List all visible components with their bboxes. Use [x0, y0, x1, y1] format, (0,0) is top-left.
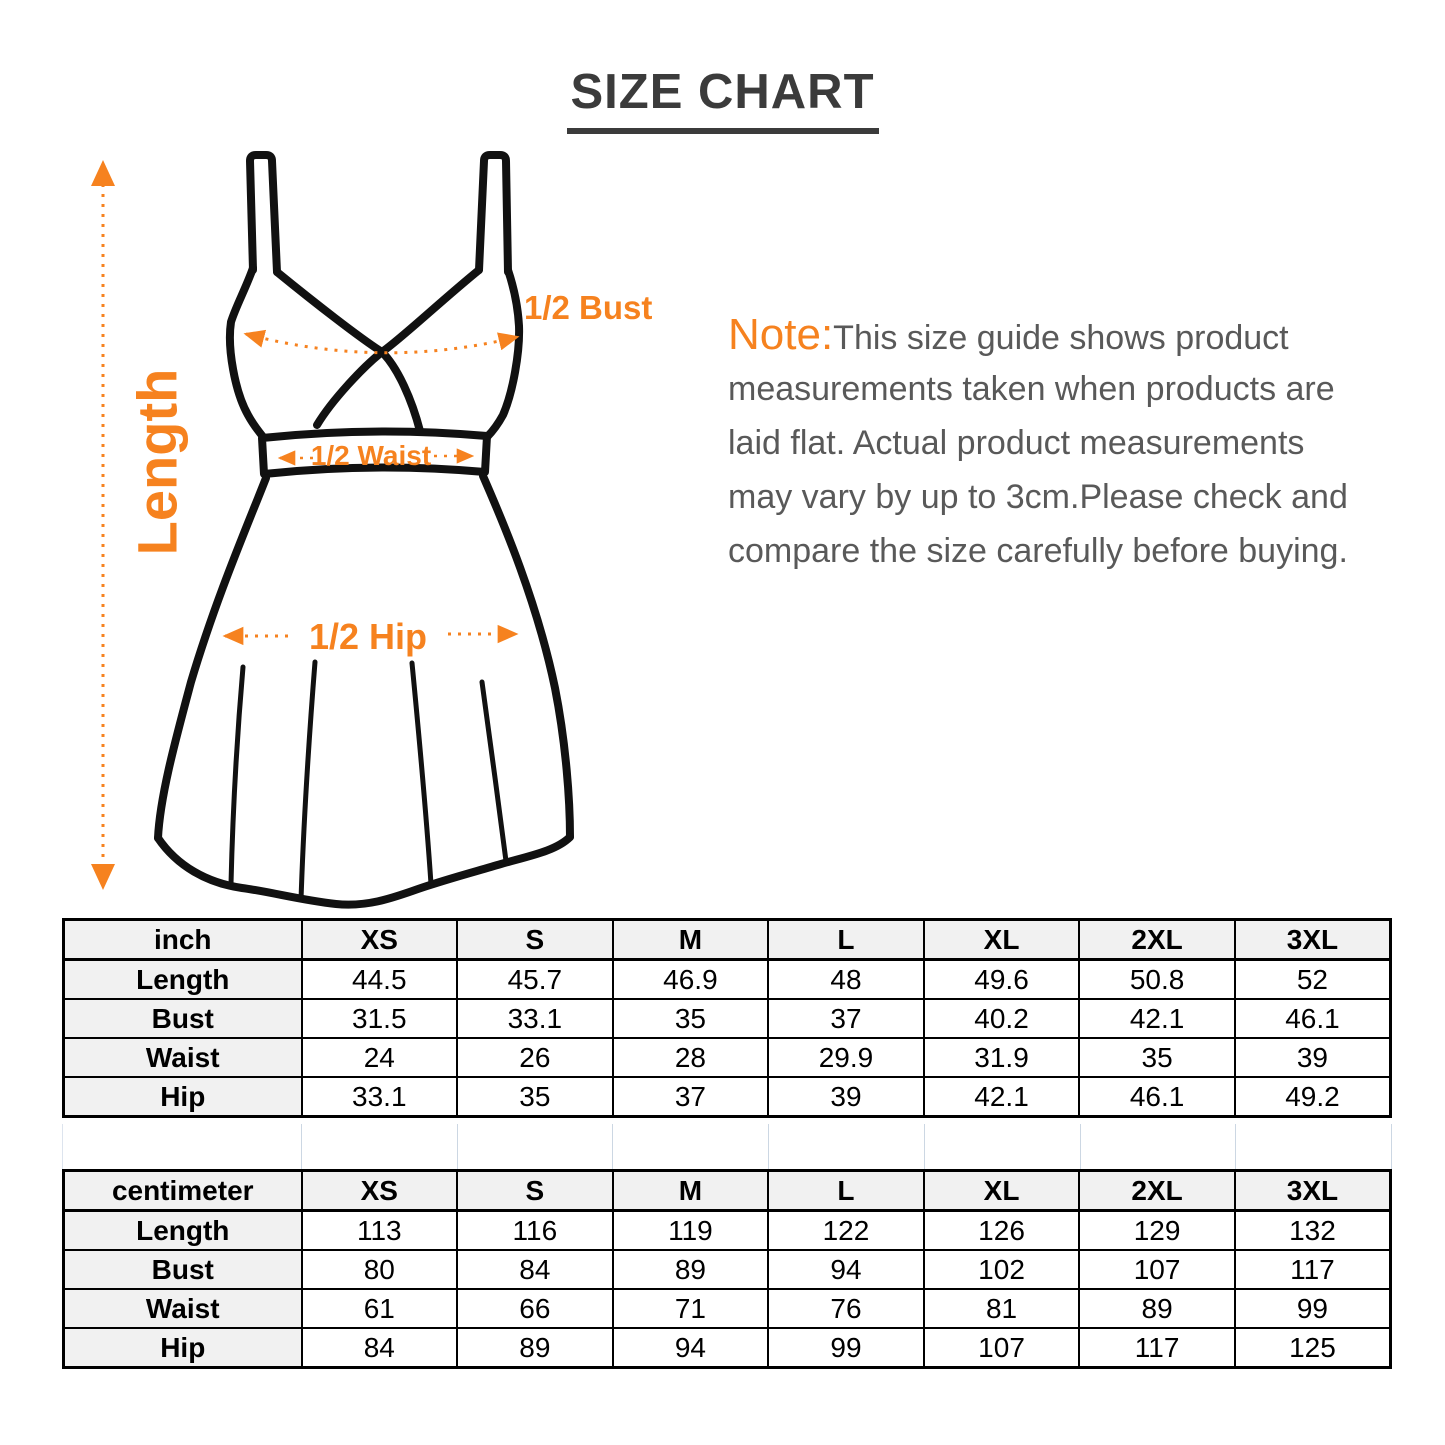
size-header-cell: M	[613, 1171, 769, 1211]
value-cell: 89	[457, 1328, 613, 1368]
value-cell: 99	[1235, 1289, 1391, 1328]
value-cell: 52	[1235, 960, 1391, 1000]
value-cell: 126	[924, 1211, 1080, 1251]
value-cell: 49.2	[1235, 1077, 1391, 1117]
value-cell: 89	[613, 1250, 769, 1289]
metric-label-cell: Bust	[64, 1250, 302, 1289]
note-block	[728, 308, 1418, 578]
value-cell: 61	[302, 1289, 458, 1328]
size-table-inch	[62, 918, 1392, 1118]
note-line	[728, 308, 1418, 362]
spacer-cell	[302, 1124, 458, 1169]
waist-label: 1/2 Waist	[310, 440, 432, 471]
spacer-cell	[613, 1124, 769, 1169]
skirt-hem	[158, 837, 570, 905]
metric-label-cell: Waist	[64, 1289, 302, 1328]
length-arrowhead-down	[91, 864, 115, 890]
spacer-cell	[925, 1124, 1081, 1169]
value-cell: 35	[613, 999, 769, 1038]
value-cell: 102	[924, 1250, 1080, 1289]
metric-label-cell: Length	[64, 1211, 302, 1251]
value-cell: 31.5	[302, 999, 458, 1038]
value-cell: 37	[613, 1077, 769, 1117]
value-cell: 35	[1079, 1038, 1235, 1077]
value-cell: 117	[1235, 1250, 1391, 1289]
value-cell: 37	[768, 999, 924, 1038]
note-line: laid flat. Actual product measurements	[728, 424, 1305, 462]
unit-header-cell: inch	[64, 920, 302, 960]
value-cell: 24	[302, 1038, 458, 1077]
note-label: Note:	[728, 310, 834, 359]
spacer-cell	[62, 1124, 302, 1169]
value-cell: 31.9	[924, 1038, 1080, 1077]
value-cell: 46.9	[613, 960, 769, 1000]
value-cell: 45.7	[457, 960, 613, 1000]
size-header-cell: 2XL	[1079, 920, 1235, 960]
value-cell: 42.1	[1079, 999, 1235, 1038]
value-cell: 122	[768, 1211, 924, 1251]
unit-header-cell: centimeter	[64, 1171, 302, 1211]
table-row	[64, 1211, 1391, 1251]
table-row	[64, 1250, 1391, 1289]
metric-label-cell: Hip	[64, 1328, 302, 1368]
size-header-cell: XS	[302, 1171, 458, 1211]
value-cell: 39	[1235, 1038, 1391, 1077]
table-spacer-row	[62, 1124, 1392, 1169]
page-title: SIZE CHART	[567, 64, 879, 134]
value-cell: 132	[1235, 1211, 1391, 1251]
skirt-pleats	[231, 662, 506, 900]
value-cell: 26	[457, 1038, 613, 1077]
dress-outline	[158, 155, 570, 905]
value-cell: 33.1	[302, 1077, 458, 1117]
value-cell: 50.8	[1079, 960, 1235, 1000]
size-header-cell: 3XL	[1235, 920, 1391, 960]
value-cell: 66	[457, 1289, 613, 1328]
length-label: Length	[125, 368, 189, 556]
size-header-row	[64, 920, 1391, 960]
value-cell: 113	[302, 1211, 458, 1251]
table-row	[64, 1077, 1391, 1117]
value-cell: 94	[768, 1250, 924, 1289]
value-cell: 84	[457, 1250, 613, 1289]
value-cell: 89	[1079, 1289, 1235, 1328]
size-header-cell: 2XL	[1079, 1171, 1235, 1211]
right-strap	[479, 155, 508, 272]
value-cell: 119	[613, 1211, 769, 1251]
table-row	[64, 1328, 1391, 1368]
value-cell: 125	[1235, 1328, 1391, 1368]
note-line: may vary by up to 3cm.Please check and	[728, 478, 1348, 516]
value-cell: 107	[924, 1328, 1080, 1368]
bust-label: 1/2 Bust	[524, 289, 653, 326]
value-cell: 81	[924, 1289, 1080, 1328]
value-cell: 71	[613, 1289, 769, 1328]
table-row	[64, 960, 1391, 1000]
table-row	[64, 999, 1391, 1038]
value-cell: 48	[768, 960, 924, 1000]
value-cell: 49.6	[924, 960, 1080, 1000]
value-cell: 44.5	[302, 960, 458, 1000]
bodice-left-side	[230, 268, 264, 438]
value-cell: 39	[768, 1077, 924, 1117]
note-line: compare the size carefully before buying.	[728, 532, 1348, 570]
value-cell: 29.9	[768, 1038, 924, 1077]
table-row	[64, 1289, 1391, 1328]
size-header-cell: XL	[924, 920, 1080, 960]
table-row	[64, 1038, 1391, 1077]
spacer-cell	[1081, 1124, 1237, 1169]
left-strap	[250, 155, 277, 272]
neckline-left-panel	[277, 272, 420, 431]
value-cell: 80	[302, 1250, 458, 1289]
bodice-right-side	[487, 270, 519, 437]
length-arrowhead-up	[91, 160, 115, 186]
spacer-cell	[458, 1124, 614, 1169]
spacer-cell	[769, 1124, 925, 1169]
size-header-cell: L	[768, 920, 924, 960]
value-cell: 76	[768, 1289, 924, 1328]
size-table-cm	[62, 1169, 1392, 1369]
value-cell: 42.1	[924, 1077, 1080, 1117]
size-header-cell: XS	[302, 920, 458, 960]
metric-label-cell: Bust	[64, 999, 302, 1038]
value-cell: 35	[457, 1077, 613, 1117]
value-cell: 46.1	[1235, 999, 1391, 1038]
spacer-cell	[1236, 1124, 1392, 1169]
size-header-cell: 3XL	[1235, 1171, 1391, 1211]
size-header-cell: M	[613, 920, 769, 960]
note-line: measurements taken when products are	[728, 370, 1335, 408]
value-cell: 46.1	[1079, 1077, 1235, 1117]
value-cell: 116	[457, 1211, 613, 1251]
note-text: This size guide shows product	[833, 319, 1289, 357]
value-cell: 129	[1079, 1211, 1235, 1251]
size-header-row	[64, 1171, 1391, 1211]
value-cell: 40.2	[924, 999, 1080, 1038]
metric-label-cell: Length	[64, 960, 302, 1000]
metric-label-cell: Waist	[64, 1038, 302, 1077]
value-cell: 99	[768, 1328, 924, 1368]
value-cell: 28	[613, 1038, 769, 1077]
size-header-cell: S	[457, 920, 613, 960]
value-cell: 84	[302, 1328, 458, 1368]
size-header-cell: L	[768, 1171, 924, 1211]
value-cell: 117	[1079, 1328, 1235, 1368]
hip-label: 1/2 Hip	[308, 616, 428, 657]
value-cell: 33.1	[457, 999, 613, 1038]
value-cell: 94	[613, 1328, 769, 1368]
value-cell: 107	[1079, 1250, 1235, 1289]
size-header-cell: S	[457, 1171, 613, 1211]
metric-label-cell: Hip	[64, 1077, 302, 1117]
size-header-cell: XL	[924, 1171, 1080, 1211]
